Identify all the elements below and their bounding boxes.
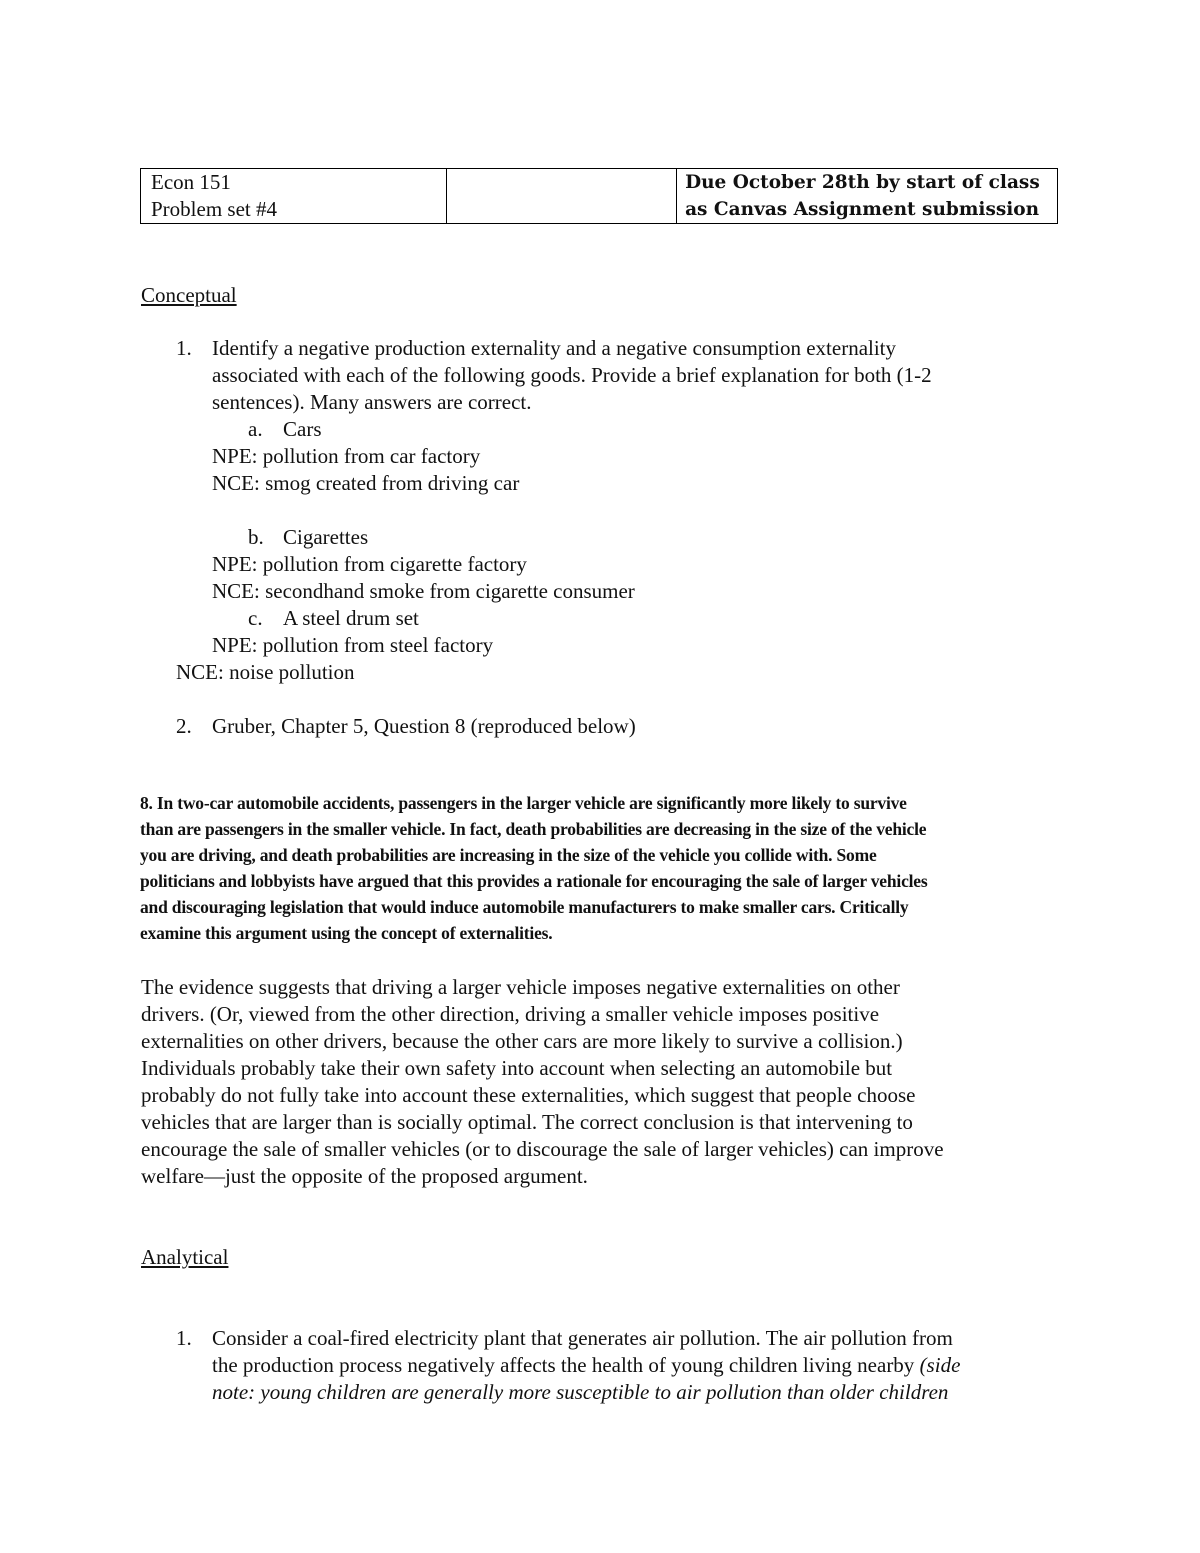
answer-line-8: welfare—just the opposite of the proposed argument. [141,1164,588,1188]
header-table [140,168,1058,224]
q1b-nce: NCE: secondhand smoke from cigarette consumer [212,579,635,603]
q8-line-5: and discouraging legislation that would induce automobile manufacturers to make smaller cars. Critically [140,897,909,917]
conceptual-heading: Conceptual [141,283,237,307]
q1c-npe: NPE: pollution from steel factory [212,633,494,657]
q8-line-4: politicians and lobbyists have argued that this provides a rationale for encouraging the sale of larger vehicles [140,871,928,891]
q1c-letter: c. [248,606,263,630]
analytical-q1-line-1: Consider a coal-fired electricity plant that generates air pollution. The air pollution from [212,1326,953,1350]
answer-line-7: encourage the sale of smaller vehicles (or to discourage the sale of larger vehicles) can improve [141,1137,944,1161]
q2-text: Gruber, Chapter 5, Question 8 (reproduced below) [212,714,636,738]
q2-number: 2. [176,714,192,738]
due-line-1: Due October 28th by start of class [685,172,1040,193]
q8-line-6: examine this argument using the concept of externalities. [140,923,553,943]
answer-line-3: externalities on other drivers, because the other cars are more likely to survive a collision.) [141,1029,903,1053]
course-name: Econ 151 [151,170,231,194]
answer-line-5: probably do not fully take into account these externalities, which suggest that people choose [141,1083,916,1107]
analytical-q1-line-2-italic: (side [919,1353,961,1377]
analytical-q1-line-2-text: the production process negatively affects the health of young children living nearby [212,1353,920,1377]
course-cell [141,169,447,224]
q1a-nce: NCE: smog created from driving car [212,471,520,495]
answer-line-4: Individuals probably take their own safety into account when selecting an automobile but [141,1056,893,1080]
q1a-label: Cars [283,417,322,441]
q1a-letter: a. [248,417,263,441]
problem-set-label: Problem set #4 [151,197,277,221]
q1b-letter: b. [248,525,264,549]
q8-line-1: 8. In two-car automobile accidents, passengers in the larger vehicle are significantly more likely to survive [140,793,907,813]
q1b-npe: NPE: pollution from cigarette factory [212,552,527,576]
q1-line-1: Identify a negative production externality and a negative consumption externality [212,336,897,360]
q1c-nce: NCE: noise pollution [176,660,355,684]
q8-line-2: than are passengers in the smaller vehicle. In fact, death probabilities are decreasing in the size of the vehicle [140,819,927,839]
answer-line-2: drivers. (Or, viewed from the other direction, driving a smaller vehicle imposes positive [141,1002,880,1026]
due-cell [677,169,1058,224]
q1b-label: Cigarettes [283,525,369,549]
q1-line-2: associated with each of the following goods. Provide a brief explanation for both (1-2 [212,363,932,387]
answer-line-6: vehicles that are larger than is socially optimal. The correct conclusion is that intervening to [141,1110,913,1134]
q1-number: 1. [176,336,192,360]
q8-line-3: you are driving, and death probabilities are increasing in the size of the vehicle you collide with. Some [140,845,877,865]
empty-cell [447,169,677,224]
q1a-npe: NPE: pollution from car factory [212,444,481,468]
analytical-q1-line-3: note: young children are generally more susceptible to air pollution than older children [212,1380,949,1404]
analytical-q1-number: 1. [176,1326,192,1350]
answer-line-1: The evidence suggests that driving a larger vehicle imposes negative externalities on other [141,975,900,999]
q1-line-3: sentences). Many answers are correct. [212,390,532,414]
analytical-q1-line-2 [212,1352,960,1379]
analytical-heading: Analytical [141,1245,229,1269]
q1c-label: A steel drum set [283,606,419,630]
due-line-2: as Canvas Assignment submission [685,199,1040,220]
